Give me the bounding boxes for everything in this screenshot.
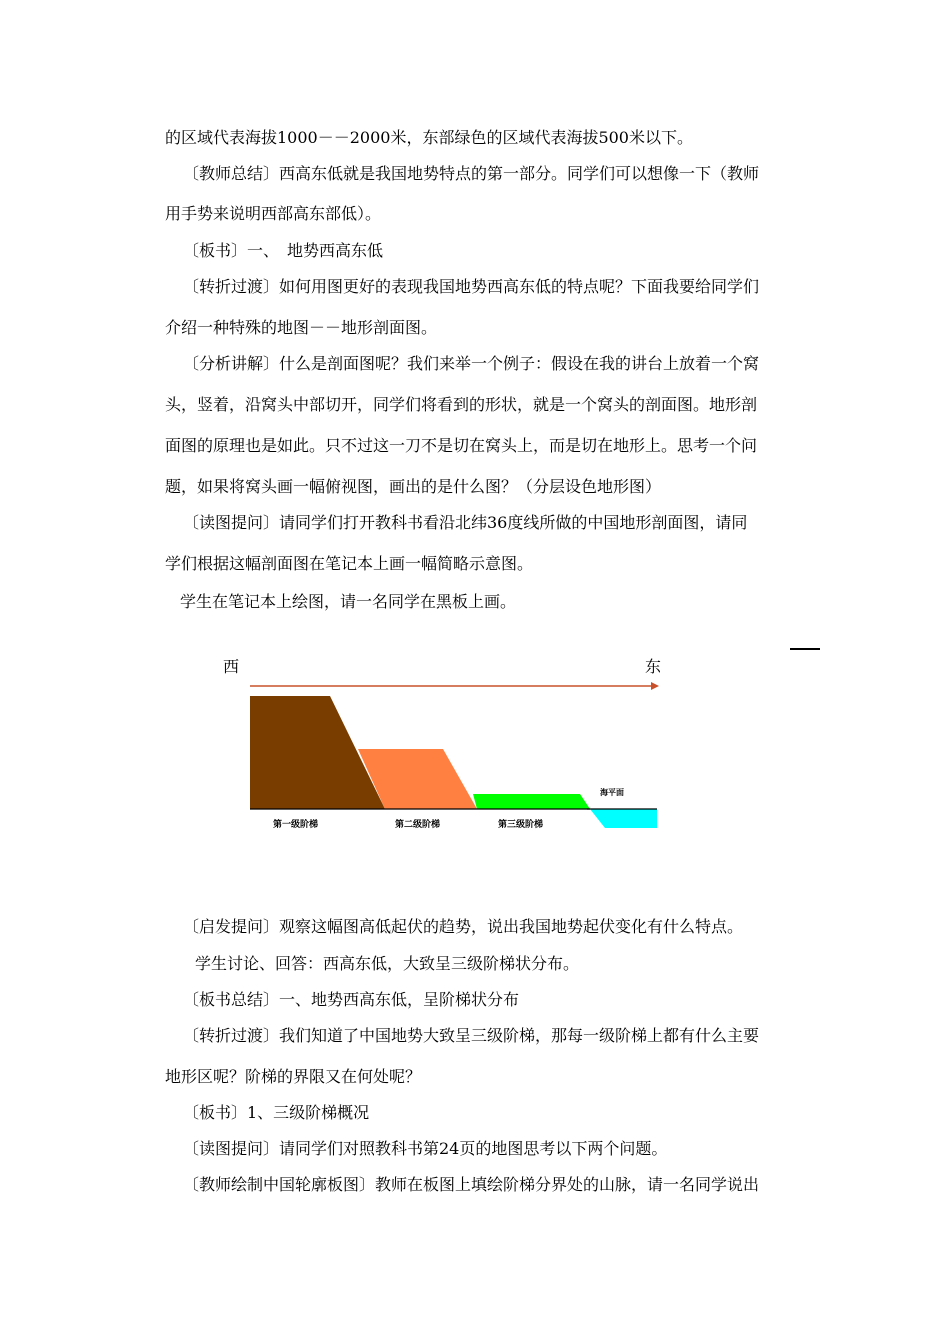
paragraph-line: 〔转折过渡〕如何用图更好的表现我国地势西高东低的特点呢？下面我要给同学们 [183,277,760,296]
horizontal-rule [790,648,820,650]
paragraph-line: 〔启发提问〕观察这幅图高低起伏的趋势，说出我国地势起伏变化有什么特点。 [183,917,744,936]
step2-label: 第二级阶梯 [395,820,441,830]
west-label: 西 [223,657,240,676]
paragraph-line: 〔读图提问〕请同学们打开教科书看沿北纬36度线所做的中国地形剖面图，请同 [183,513,748,532]
sea-level-label: 海平面 [600,788,624,797]
sea-area [590,809,657,828]
paragraph-line: 〔教师绘制中国轮廓板图〕教师在板图上填绘阶梯分界处的山脉，请一名同学说出 [183,1175,760,1194]
paragraph-line: 〔板书〕一、 地势西高东低 [183,241,384,260]
paragraph-line: 介绍一种特殊的地图－－地形剖面图。 [165,318,438,337]
paragraph-line: 题，如果将窝头画一幅俯视图，画出的是什么图？（分层设色地形图） [165,477,662,496]
paragraph-line: 〔板书〕1、三级阶梯概况 [183,1103,370,1122]
paragraph-line: 〔板书总结〕一、地势西高东低，呈阶梯状分布 [183,990,520,1009]
step1-label: 第一级阶梯 [273,820,319,830]
paragraph-line: 学们根据这幅剖面图在笔记本上画一幅简略示意图。 [165,554,534,573]
step3-terrain [473,794,590,809]
paragraph-line: 〔分析讲解〕什么是剖面图呢？我们来举一个例子：假设在我的讲台上放着一个窝 [183,354,760,373]
paragraph-line: 的区域代表海拔1000－－2000米，东部绿色的区域代表海拔500米以下。 [165,128,693,147]
step3-label: 第三级阶梯 [498,820,544,830]
paragraph-line: 〔教师总结〕西高东低就是我国地势特点的第一部分。同学们可以想像一下（教师 [183,164,760,183]
direction-arrow-head-icon [651,682,659,690]
paragraph-line: 〔读图提问〕请同学们对照教科书第24页的地图思考以下两个问题。 [183,1139,668,1158]
paragraph-line: 地形区呢？阶梯的界限又在何处呢？ [165,1067,422,1086]
paragraph-line: 学生在笔记本上绘图，请一名同学在黑板上画。 [180,592,517,611]
paragraph-line: 学生讨论、回答：西高东低，大致呈三级阶梯状分布。 [195,954,580,973]
terrain-profile-svg [215,645,675,845]
paragraph-line: 面图的原理也是如此。只不过这一刀不是切在窝头上，而是切在地形上。思考一个问 [165,436,758,455]
terrain-profile-diagram [215,645,675,845]
paragraph-line: 用手势来说明西部高东部低）。 [165,204,382,223]
paragraph-line: 头，竖着，沿窝头中部切开，同学们将看到的形状，就是一个窝头的剖面图。地形剖 [165,395,758,414]
east-label: 东 [645,657,662,676]
paragraph-line: 〔转折过渡〕我们知道了中国地势大致呈三级阶梯，那每一级阶梯上都有什么主要 [183,1026,760,1045]
